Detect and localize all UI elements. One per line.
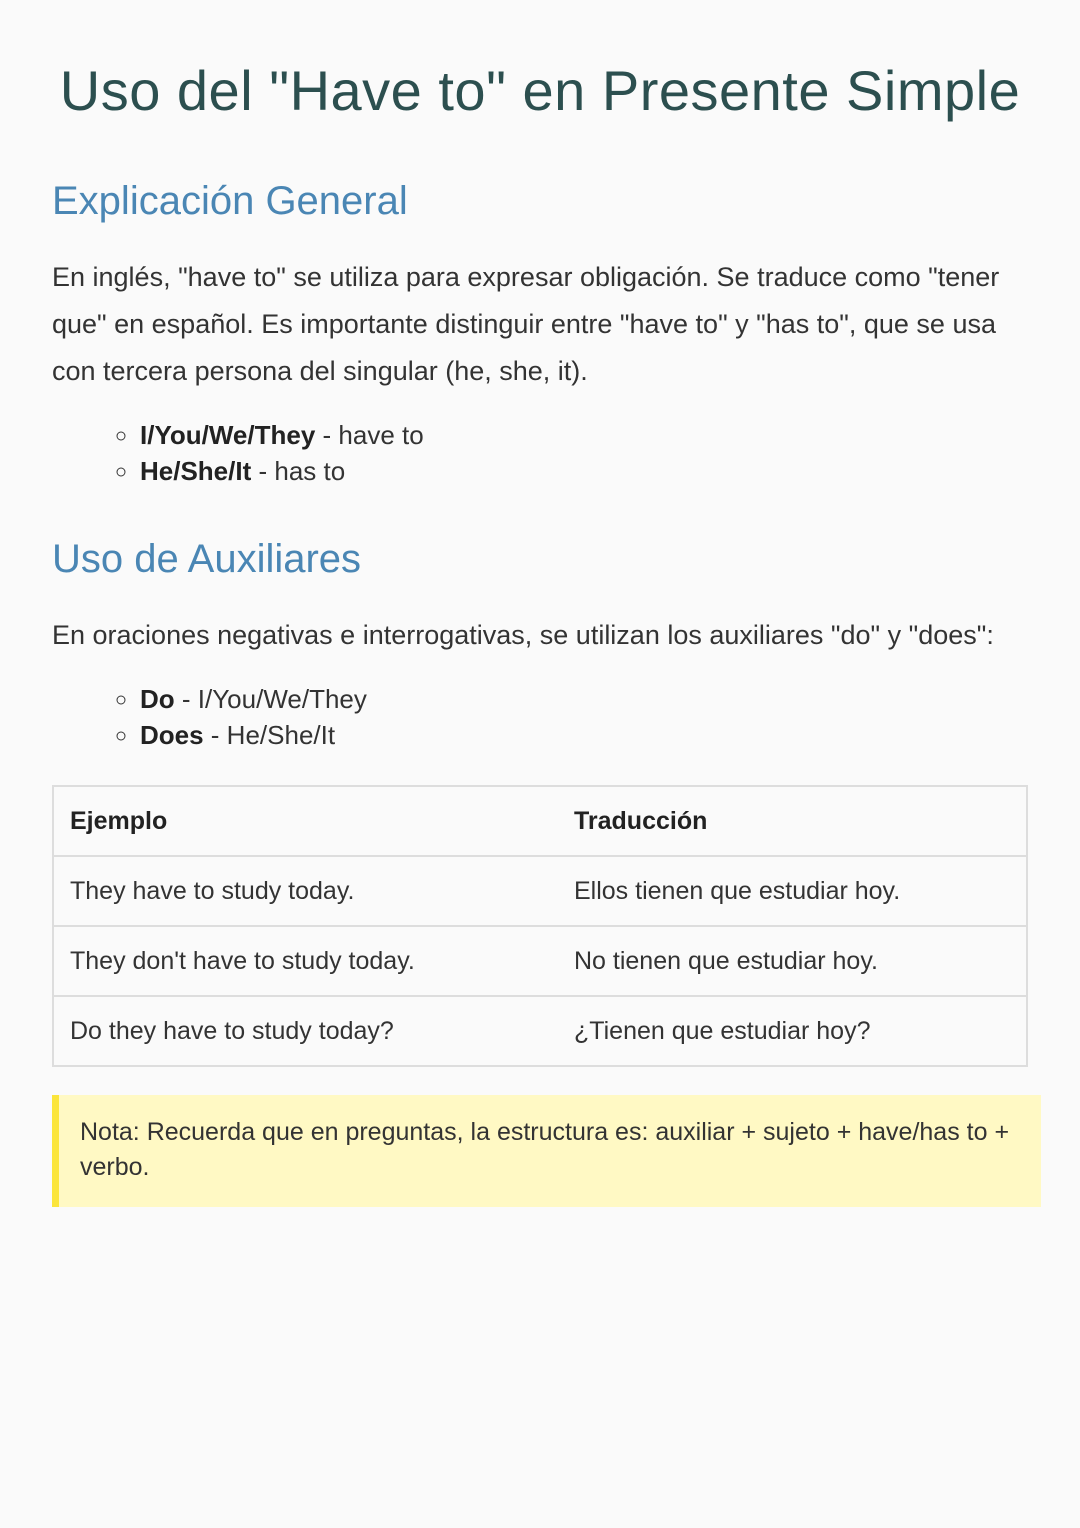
example-cell: They have to study today. (53, 856, 558, 926)
table-header-row (53, 786, 1027, 856)
column-header-traduccion: Traducción (558, 786, 1027, 856)
list-item-subjects: - I/You/We/They (174, 684, 367, 714)
page-title: Uso del "Have to" en Presente Simple (59, 59, 1021, 122)
section-heading-general: Explicación General (52, 179, 408, 223)
examples-table (52, 785, 1028, 1067)
list-item (140, 717, 1028, 753)
note-callout: Nota: Recuerda que en preguntas, la estructura es: auxiliar + sujeto + have/has to + verbo. (52, 1095, 1041, 1207)
auxiliares-paragraph: En oraciones negativas e interrogativas, se utilizan los auxiliares "do" y "does": (52, 620, 994, 650)
example-cell: Do they have to study today? (53, 996, 558, 1066)
list-item (140, 681, 1028, 717)
auxiliares-list (52, 681, 1028, 753)
list-item-aux: Does (140, 720, 204, 750)
column-header-ejemplo: Ejemplo (53, 786, 558, 856)
list-item-subject: I/You/We/They (140, 420, 316, 450)
translation-cell: No tienen que estudiar hoy. (558, 926, 1027, 996)
list-item (140, 453, 1028, 489)
translation-cell: ¿Tienen que estudiar hoy? (558, 996, 1027, 1066)
section-heading-auxiliares: Uso de Auxiliares (52, 537, 362, 581)
table-row (53, 926, 1027, 996)
list-item-form: - has to (251, 456, 346, 486)
list-item-form: - have to (315, 420, 424, 450)
list-item-subject: He/She/It (140, 456, 252, 486)
table-row (53, 996, 1027, 1066)
example-cell: They don't have to study today. (53, 926, 558, 996)
list-item-aux: Do (140, 684, 175, 714)
table-row (53, 856, 1027, 926)
general-paragraph: En inglés, "have to" se utiliza para expresar obligación. Se traduce como "tener que" en español. Es importante distinguir entre "have to" y "has to", que se usa con tercera persona del singular (he, she, it). (52, 262, 1000, 386)
translation-cell: Ellos tienen que estudiar hoy. (558, 856, 1027, 926)
have-to-list (52, 417, 1028, 489)
list-item (140, 417, 1028, 453)
list-item-subjects: - He/She/It (203, 720, 336, 750)
